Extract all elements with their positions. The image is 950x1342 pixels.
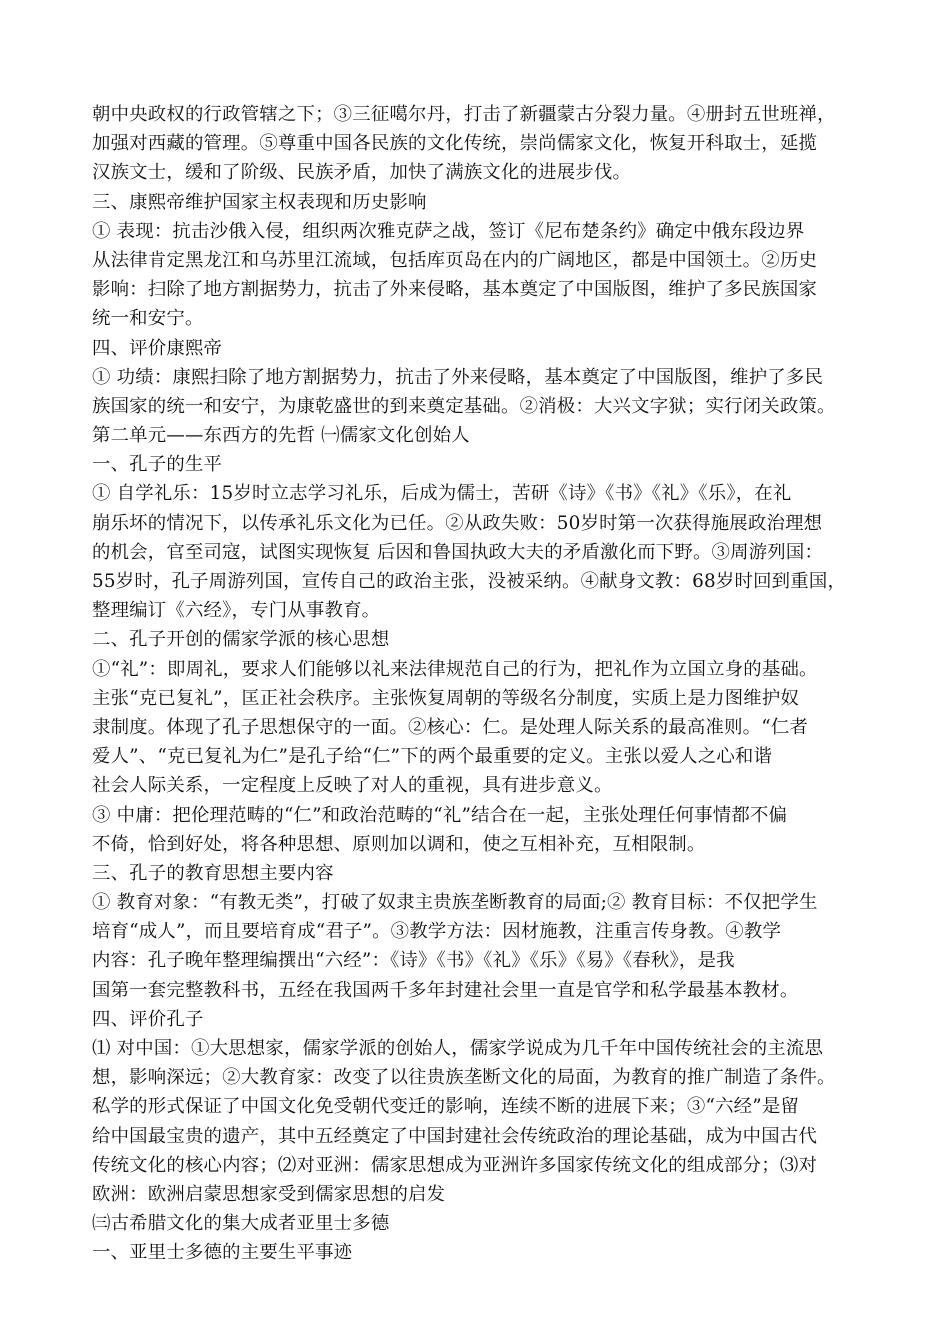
text-line: ⑴ 对中国：①大思想家，儒家学派的创始人，儒家学说成为几千年中国传统社会的主流思 — [92, 1038, 824, 1059]
text-line: 影响：扫除了地方割据势力，抗击了外来侵略，基本奠定了中国版图，维护了多民族国家 — [92, 279, 818, 301]
section-heading: 一、亚里士多德的主要生平事迹 — [92, 1242, 353, 1264]
unit-heading: 第二单元——东西方的先哲 ㈠儒家文化创始人 — [92, 425, 470, 447]
text-line: 国第一套完整教科书，五经在我国两千多年封建社会里一直是官学和私学最基本教材。 — [92, 979, 799, 1001]
section-heading: 二、孔子开创的儒家学派的核心思想 — [92, 629, 390, 651]
text-line: 汉族文士，缓和了阶级、民族矛盾，加快了满族文化的进展步伐。 — [92, 162, 632, 184]
text-line: 内容：孔子晚年整理编撰出“六经”：《诗》《书》《礼》《乐》《易》《春秋》，是我 — [92, 950, 735, 972]
text-line: 社会人际关系，一定程度上反映了对人的重视，具有进步意义。 — [92, 775, 613, 797]
text-line: ① 教育对象：“有教无类”，打破了奴隶主贵族垄断教育的局面;② 教育目标：不仅把学生 — [92, 892, 818, 914]
text-line: 族国家的统一和安宁，为康乾盛世的到来奠定基础。②消极：大兴文字狱；实行闭关政策。 — [92, 395, 836, 417]
text-line: ① 自学礼乐：15岁时立志学习礼乐，后成为儒士，苦研《诗》《书》《礼》《乐》，在礼 — [92, 483, 792, 505]
text-line: ③ 中庸：把伦理范畴的“仁”和政治范畴的“礼”结合在一起，主张处理任何事情都不偏 — [92, 804, 788, 826]
section-heading: 三、孔子的教育思想主要内容 — [92, 862, 334, 884]
text-line: 爱人”、“克已复礼为仁”是孔子给“仁”下的两个最重要的定义。主张以爱人之心和谐 — [92, 746, 773, 768]
text-line: ① 表现：抗击沙俄入侵，组织两次雅克萨之战，签订《尼布楚条约》确定中俄东段边界 — [92, 220, 805, 242]
text-line: 主张“克已复礼”，匡正社会秩序。主张恢复周朝的等级名分制度，实质上是力图维护奴 — [92, 687, 800, 709]
section-heading: 一、孔子的生平 — [92, 454, 223, 476]
section-heading: 三、康熙帝维护国家主权表现和历史影响 — [92, 191, 427, 213]
text-line: 统一和安宁。 — [92, 308, 204, 330]
text-line: 隶制度。体现了孔子思想保守的一面。②核心：仁。是处理人际关系的最高准则。“仁者 — [92, 716, 809, 738]
text-line: 崩乐坏的情况下，以传承礼乐文化为已任。②从政失败：50岁时第一次获得施展政治理想 — [92, 512, 823, 534]
text-line: 培育“成人”，而且要培育成“君子”。③教学方法：因材施教，注重言传身教。④教学 — [92, 921, 782, 943]
text-line: 欧洲：欧洲启蒙思想家受到儒家思想的启发 — [92, 1183, 446, 1205]
document-page — [92, 100, 862, 1268]
text-line: 传统文化的核心内容；⑵对亚洲：儒家思想成为亚洲许多国家传统文化的组成部分；⑶对 — [92, 1154, 818, 1176]
text-line: ①“礼”：即周礼，要求人们能够以礼来法律规范自己的行为，把礼作为立国立身的基础。 — [92, 658, 818, 680]
text-line: 想，影响深远；②大教育家：改变了以往贵族垄断文化的局面，为教育的推广制造了条件。 — [92, 1067, 836, 1089]
section-heading: 四、评价孔子 — [92, 1008, 204, 1030]
text-line: 朝中央政权的行政管辖之下；③三征噶尔丹，打击了新疆蒙古分裂力量。④册封五世班禅， — [92, 104, 836, 125]
text-line: 的机会，官至司寇，试图实现恢复 后因和鲁国执政大夫的矛盾激化而下野。③周游列国： — [92, 541, 824, 563]
text-line: 55岁时，孔子周游列国，宣传自己的政治主张，没被采纳。④献身文教：68岁时回到重国， — [92, 571, 847, 592]
text-line: 给中国最宝贵的遗产，其中五经奠定了中国封建社会传统政治的理论基础，成为中国古代 — [92, 1125, 818, 1147]
section-heading: 四、评价康熙帝 — [92, 337, 223, 359]
text-line: 从法律肯定黑龙江和乌苏里江流域，包括库页岛在内的广阔地区，都是中国领土。②历史 — [92, 249, 818, 271]
subunit-heading: ㈢古希腊文化的集大成者亚里士多德 — [92, 1213, 390, 1235]
text-line: ① 功绩：康熙扫除了地方割据势力，抗击了外来侵略，基本奠定了中国版图，维护了多民 — [92, 366, 824, 388]
text-line: 私学的形式保证了中国文化免受朝代变迁的影响，连续不断的进展下来；③“六经”是留 — [92, 1096, 800, 1118]
text-line: 加强对西藏的管理。⑤尊重中国各民族的文化传统，崇尚儒家文化，恢复开科取士，延揽 — [92, 133, 818, 155]
text-line: 整理编订《六经》，专门从事教育。 — [92, 600, 381, 622]
text-line: 不倚，恰到好处，将各种思想、原则加以调和，使之互相补充，互相限制。 — [92, 833, 706, 855]
